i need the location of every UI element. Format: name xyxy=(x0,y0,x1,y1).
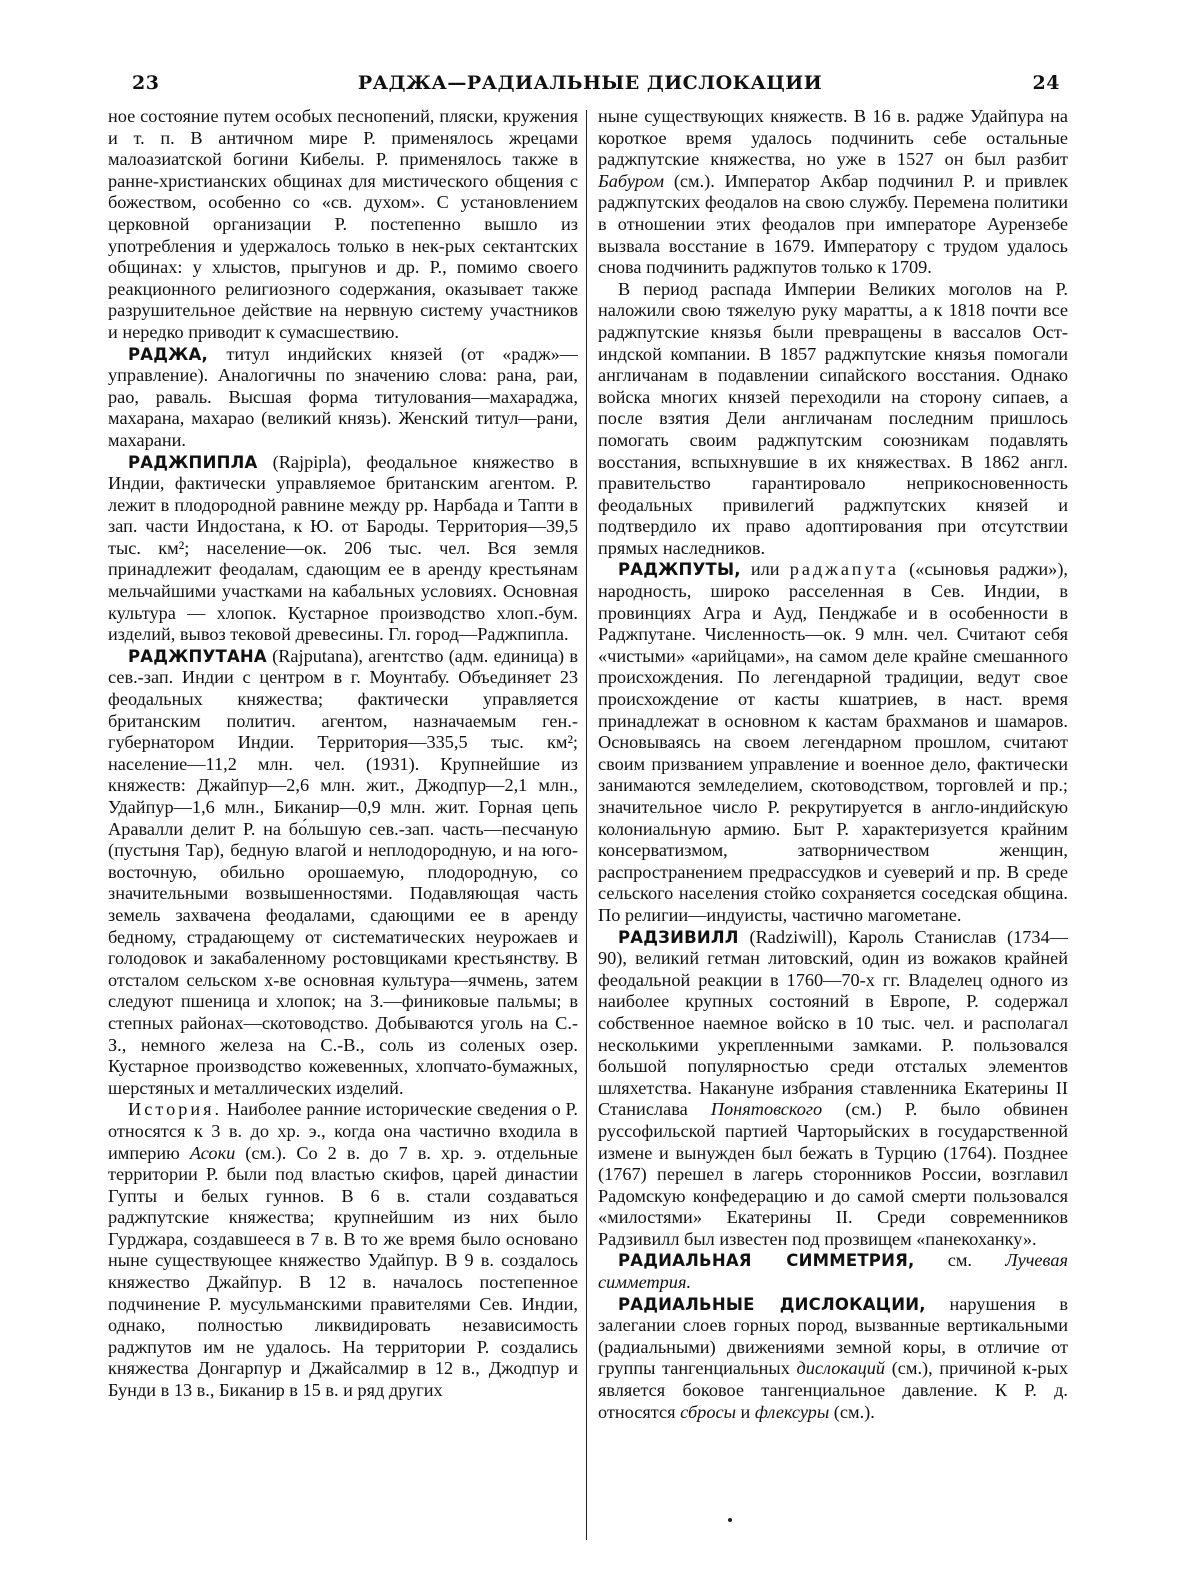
page-number-left: 23 xyxy=(132,72,160,94)
paragraph-continued: ное состояние путем особых песнопений, пляски, кружения и т. п. В античном мире Р. применялось жрецами малоазиатской богини Кибелы. Р. применялось также в ранне-христианских общинах для мистического общения с божеством, особенно со «св. духом». С установлением церковной организации Р. постепенно вышло из употребления и удержалось только в нек-рых сектантских общинах: у хлыстов, прыгунов и др. Р., помимо своего реакционного религиозного содержания, оказывает также разрушительное действие на нервную систему участников и нередко приводит к сумасшествию. xyxy=(108,106,578,342)
headword: РАДИАЛЬНЫЕ ДИСЛОКАЦИИ, xyxy=(618,1294,926,1314)
paragraph-continued: ныне существующих княжеств. В 16 в. радже Удайпура на короткое время удалось подчинить себе остальные раджпутские княжества, но уже в 1527 он был разбит Бабуром (см.). Император Акбар подчинил Р. и привлек раджпутских феодалов на свою службу. Перемена политики в отношении этих феодалов при императоре Аурензебе вызвала восстание в 1679. Императору с трудом удалось снова подчинить раджпутов только к 1709. xyxy=(598,106,1068,278)
column-divider xyxy=(586,110,587,1540)
headword: РАДЖПИПЛА xyxy=(128,452,258,472)
headword: РАДЗИВИЛЛ xyxy=(618,927,739,947)
page-number-right: 24 xyxy=(1032,72,1060,94)
headword: РАДЖА, xyxy=(128,344,208,364)
paragraph: В период распада Империи Великих моголов на Р. наложили свою тяжелую руку маратты, а к 1818 почти все раджпутские князья были превращены в вассалов Ост-индской компании. В 1857 раджпутские князья помогали англичанам в подавлении сипайского восстания. Однако войска многих князей переходили на сторону сипаев, а после взятия Дели англичанам последним пришлось помогать своим раджпутским союзникам подавлять восстания, вспыхнувшие в их княжествах. В 1862 англ. правительство гарантировало неприкосновенность феодальных привилегий раджпутских князей и подтвердило их право адоптирования при отсутствии прямых наследников. xyxy=(598,278,1068,558)
page-title: РАДЖА—РАДИАЛЬНЫЕ ДИСЛОКАЦИИ xyxy=(357,72,823,94)
right-column xyxy=(598,106,1068,1546)
entry-raja: РАДЖА, титул индийских князей (от «радж»—управление). Аналогичны по значению слова: рана, раи, рао, раваль. Высшая форма титулования—махараджа, махарана, махарао (великий князь). Женский титул—рани, махарани. xyxy=(108,343,578,450)
headword: РАДЖПУТАНА xyxy=(128,646,267,666)
entry-rajpipla: РАДЖПИПЛА (Rajpipla), феодальное княжество в Индии, фактически управляемое британским агентом. Р. лежит в плодородной равнине между рр. Нарбада и Тапти в зап. части Индостана, к Ю. от Бароды. Территория—39,5 тыс. км²; население—ок. 206 тыс. чел. Вся земля принадлежит феодалам, сдающим ее в аренду крестьянам мельчайшими участками на кабальных условиях. Основная культура — хлопок. Кустарное производство хлоп.-бум. изделий, вывоз тековой древесины. Гл. город—Раджпипла. xyxy=(108,451,578,645)
entry-rajputy: РАДЖПУТЫ, или раджапута («сыновья раджи»), народность, широко расселенная в Сев. Индии, в провинциях Агра и Ауд, Пенджабе и в особенности в Раджпутане. Численность—ок. 9 млн. чел. Считают себя «чистыми» «арийцами», на самом деле крайне смешанного происхождения. По легендарной традиции, ведут свое происхождение от касты кшатриев, в наст. время принадлежат в основном к кастам брахманов и шамаров. Основываясь на своем легендарном прошлом, считают своим призванием управление и военное дело, фактически занимаются земледелием, скотоводством, торговлей и пр.; значительное число Р. рекрутируется в англо-индийскую колониальную армию. Быт Р. характеризуется крайним консерватизмом, затворничеством женщин, распространением предрассудков и суеверий и пр. В среде сельского населения стойко сохраняется соседская община. По религии—индуисты, частично магометане. xyxy=(598,559,1068,925)
headword: РАДИАЛЬНАЯ СИММЕТРИЯ, xyxy=(618,1251,915,1271)
entry-radial-symmetry: РАДИАЛЬНАЯ СИММЕТРИЯ, см. Лучевая симметрия. xyxy=(598,1250,1068,1293)
section-label: История. xyxy=(128,1099,223,1120)
running-head xyxy=(120,72,1060,102)
entry-radziwill: РАДЗИВИЛЛ (Radziwill), Кароль Станислав (1734—90), великий гетман литовский, один из вожаков крайней феодальной реакции в 1760—70-х гг. Владелец одного из наиболее крупных состояний в Европе, Р. содержал собственное наемное войско в 10 тыс. чел. и располагал несколькими укрепленными замками. Р. пользовался большой популярностью среди отсталых элементов шляхетства. Накануне избрания ставленника Екатерины II Станислава Понятовского (см.) Р. было обвинен руссофильской партией Чарторыйских в государственной измене и вынужден был бежать в Турцию (1764). Позднее (1767) перешел в лагерь сторонников России, возглавил Радомскую конфедерацию и до самой смерти пользовался «милостями» Екатерины II. Среди современников Радзивилл был известен под прозвищем «панекоханку». xyxy=(598,926,1068,1249)
entry-rajputana: РАДЖПУТАНА (Rajputana), агентство (адм. единица) в сев.-зап. Индии с центром в г. Моунтабу. Объединяет 23 феодальных княжества; фактически управляется британским политич. агентом, назначаемым ген.-губернатором Индии. Территория—335,5 тыс. км²; население—11,2 млн. чел. (1931). Крупнейшие из княжеств: Джайпур—2,6 млн. жит., Джодпур—2,1 млн., Удайпур—1,6 млн., Биканир—0,9 млн. жит. Горная цепь Аравалли делит Р. на бо́льшую сев.-зап. часть—песчаную (пустыня Тар), бедную влагой и неплодородную, и на юго-восточную, обильно орошаемую, плодородную, со значительными возвышенностями. Подавляющая часть земель захвачена феодалами, сдающими ее в аренду бедному, страдающему от систематических неурожаев и голодовок и закабаленному ростовщиками крестьянству. В отсталом сельском х-ве основная культура—ячмень, затем следуют пшеница и хлопок; на З.—финиковые пальмы; в степных районах—скотоводство. Добываются уголь на С.-З., немного железа на С.-В., соль из соленых озер. Кустарное производство кожевенных, хлопчато-бумажных, шерстяных и металлических изделий. xyxy=(108,645,578,1098)
left-column xyxy=(108,106,578,1546)
entry-radial-dislocations: РАДИАЛЬНЫЕ ДИСЛОКАЦИИ, нарушения в залегании слоев горных пород, вызванные вертикальными (радиальными) движениями земной коры, в отличие от группы тангенциальных дислокаций (см.), причиной к-рых является боковое тангенциальное давление. К Р. д. относятся сбросы и флексуры (см.). xyxy=(598,1293,1068,1422)
headword: РАДЖПУТЫ, xyxy=(618,560,741,580)
entry-rajputana-history: История. Наиболее ранние исторические сведения о Р. относятся к 3 в. до хр. э., когда она частично входила в империю Асоки (см.). Со 2 в. до 7 в. хр. э. отдельные территории Р. были под властью скифов, царей династии Гупты и белых гуннов. В 6 в. стали создаваться раджпутские княжества; крупнейшим из них было Гурджара, создавшееся в 7 в. В то же время было основано ныне существующее княжество Удайпур. В 9 в. создалось княжество Джайпур. В 12 в. началось постепенное подчинение Р. мусульманскими правителями Сев. Индии, однако, полностью ликвидировать независимость раджпутов им не удалось. На территории Р. создались княжества Донгарпур и Джайсалмир в 12 в., Джодпур и Бунди в 13 в., Биканир в 15 в. и ряд других xyxy=(108,1099,578,1401)
ink-dot xyxy=(728,1518,732,1522)
